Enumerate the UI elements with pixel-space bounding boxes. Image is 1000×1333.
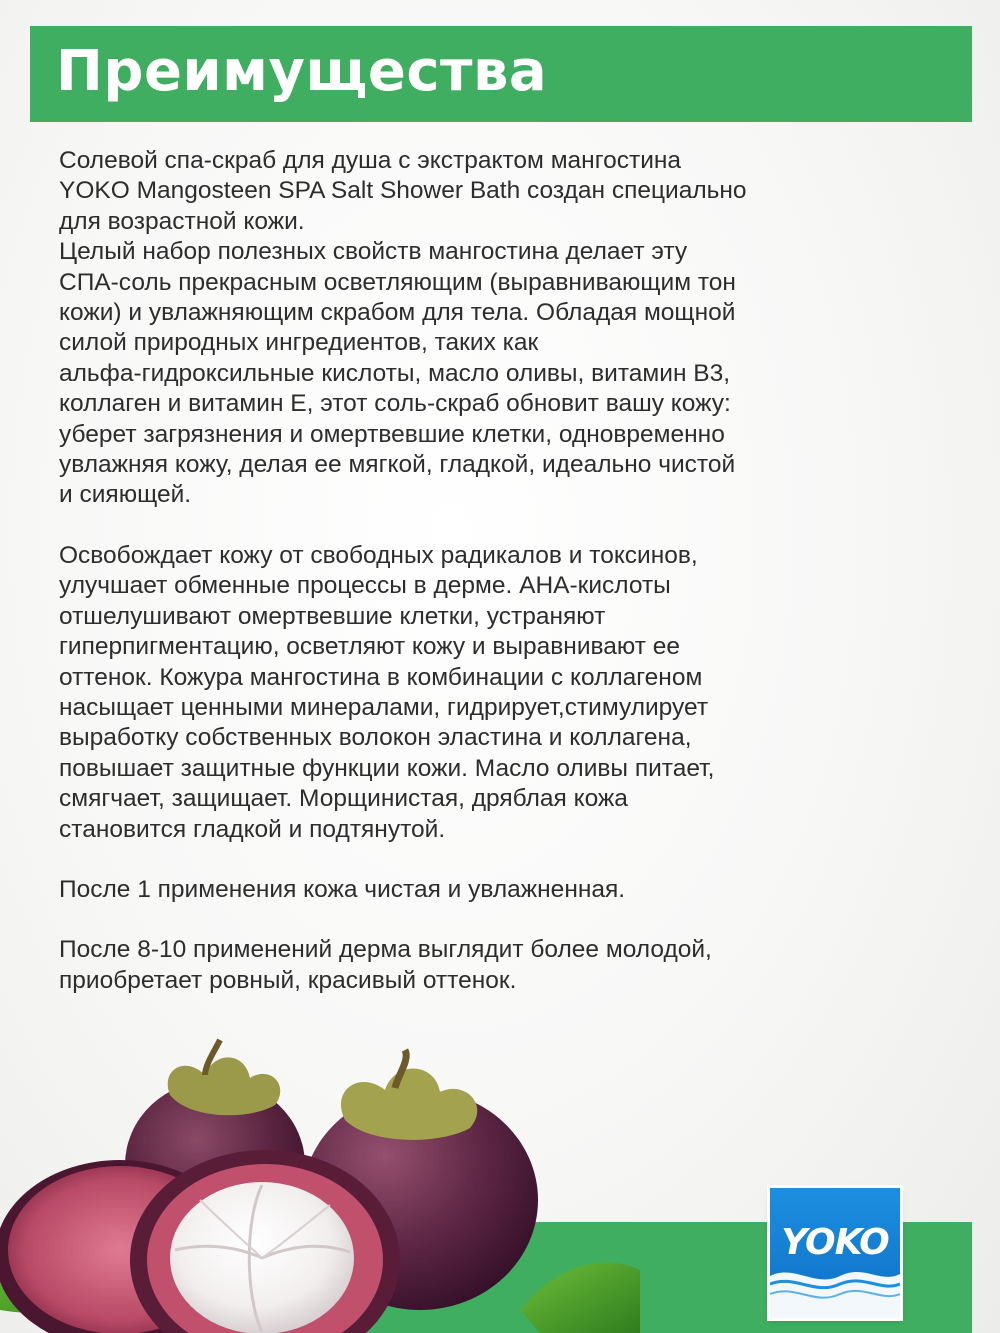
paragraph-course-result: После 8-10 применений дерма выглядит более молодой, приобретает ровный, красивый оттенок.: [59, 936, 712, 994]
paragraph-intro: Солевой спа-скраб для душа с экстрактом мангостина YOKO Mangosteen SPA Salt Shower Bath создан специально для возрастной кожи. Целый набор полезных свойств мангостина делает эту СПА-соль прекрасным осветляющим (выравнивающим тон кожи) и увлажняющим скрабом для тела. Обладая мощной силой природных ингредиентов, таких как альфа-гидроксильные кислоты, масло оливы, витамин В3, коллаген и витамин Е, этот соль-скраб обновит вашу кожу: уберет загрязнения и омертвевшие клетки, одновременно увлажняя кожу, делая ее мягкой, гладкой, идеально чистой и сияющей.: [59, 147, 747, 509]
logo-text: YOKO: [781, 1222, 889, 1263]
paragraph-first-use: После 1 применения кожа чистая и увлажненная.: [59, 875, 626, 903]
paragraph-benefits: Освобождает кожу от свободных радикалов и токсинов, улучшает обменные процессы в дерме. АНА-кислоты отшелушивают омертвевшие клетки, устраняют гиперпигментацию, осветляют кожу и выравнивают ее оттенок. Кожура мангостина в комбинации с коллагеном насыщает ценными минералами, гидрирует,стимулирует выработку собственных волокон эластина и коллагена, повышает защитные функции кожи. Масло оливы питает, смягчает, защищает. Морщинистая, дряблая кожа становится гладкой и подтянутой.: [59, 541, 715, 843]
yoko-logo: [770, 1188, 900, 1318]
mangosteen-fruit-icon: [0, 1010, 640, 1333]
description-text: [59, 146, 889, 996]
page-title: Преимущества: [56, 39, 548, 104]
